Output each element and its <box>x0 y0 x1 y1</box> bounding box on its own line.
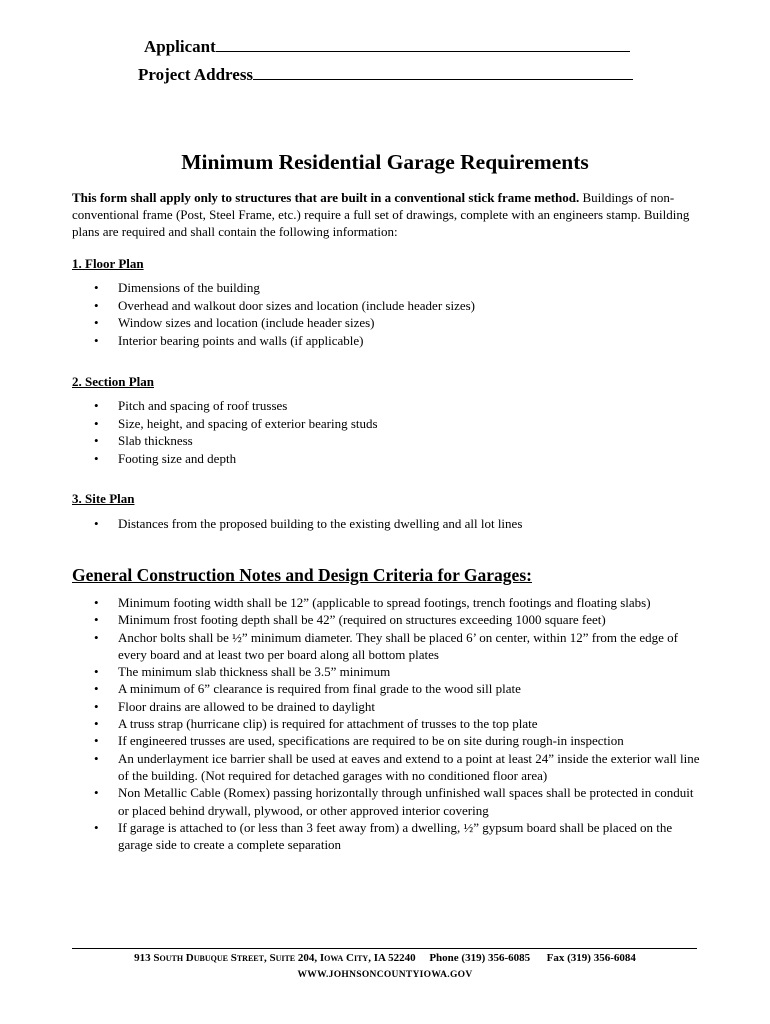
project-address-label: Project Address <box>138 65 254 84</box>
applicant-line[interactable] <box>216 36 630 52</box>
list-item: • Floor drains are allowed to be drained to daylight <box>72 698 702 715</box>
general-notes-list <box>72 594 702 853</box>
list-item: • Anchor bolts shall be ½” minimum diameter. They shall be placed 6’ on center, within 12” from the edge of every board and at least two per board along all bottom plates <box>72 629 702 664</box>
list-item: • Window sizes and location (include header sizes) <box>72 314 702 332</box>
list-item: • Non Metallic Cable (Romex) passing horizontally through unfinished wall spaces shall be protected in conduit or placed behind drywall, plywood, or other approved interior covering <box>72 784 702 819</box>
footer-divider <box>72 948 697 949</box>
project-address-line[interactable] <box>253 64 633 80</box>
list-item: • A truss strap (hurricane clip) is required for attachment of trusses to the top plate <box>72 715 702 732</box>
floor-plan-list <box>72 279 702 349</box>
list-item: • Slab thickness <box>72 432 702 450</box>
intro-rest: Buildings of non-conventional frame (Post, Steel Frame, etc.) require a full set of drawings, complete with an engineers stamp. Building plans are required and shall contain the following information: <box>72 190 690 239</box>
list-item: • Dimensions of the building <box>72 279 702 297</box>
applicant-label: Applicant <box>144 37 216 56</box>
list-item: • Size, height, and spacing of exterior bearing studs <box>72 415 702 433</box>
section-heading-floor-plan: 1. Floor Plan <box>72 256 144 271</box>
project-address-field[interactable] <box>138 64 633 85</box>
list-item: • Overhead and walkout door sizes and location (include header sizes) <box>72 297 702 315</box>
general-notes-heading: General Construction Notes and Design Criteria for Garages: <box>72 565 532 585</box>
footer-website-link[interactable]: WWW.JOHNSONCOUNTYIOWA.GOV <box>297 970 473 980</box>
footer-contact <box>0 952 770 964</box>
section-plan-list <box>72 397 702 467</box>
list-item: • If garage is attached to (or less than 3 feet away from) a dwelling, ½” gypsum board shall be placed on the garage side to create a complete separation <box>72 819 702 854</box>
list-item: • Pitch and spacing of roof trusses <box>72 397 702 415</box>
list-item: • Minimum footing width shall be 12” (applicable to spread footings, trench footings and floating slabs) <box>72 594 702 611</box>
list-item: • Distances from the proposed building to the existing dwelling and all lot lines <box>72 515 702 533</box>
section-heading-site-plan: 3. Site Plan <box>72 491 135 506</box>
section-heading-section-plan: 2. Section Plan <box>72 374 154 389</box>
applicant-field[interactable] <box>144 36 630 57</box>
site-plan-list <box>72 515 702 533</box>
list-item: • A minimum of 6” clearance is required from final grade to the wood sill plate <box>72 680 702 697</box>
intro-paragraph <box>72 189 697 240</box>
footer-fax: Fax (319) 356-6084 <box>546 952 636 964</box>
list-item: • An underlayment ice barrier shall be used at eaves and extend to a point at least 24” inside the exterior wall line of the building. (Not required for detached garages with no conditioned floor area) <box>72 750 702 785</box>
list-item: • Interior bearing points and walls (if applicable) <box>72 332 702 350</box>
footer-phone: Phone (319) 356-6085 <box>429 952 531 964</box>
list-item: • Minimum frost footing depth shall be 42” (required on structures exceeding 1000 square feet) <box>72 611 702 628</box>
list-item: • The minimum slab thickness shall be 3.5” minimum <box>72 663 702 680</box>
footer-address: 913 South Dubuque Street, Suite 204, Iowa City, IA 52240 <box>134 952 416 964</box>
intro-bold: This form shall apply only to structures that are built in a conventional stick frame method. <box>72 190 580 205</box>
list-item: • Footing size and depth <box>72 450 702 468</box>
list-item: • If engineered trusses are used, specifications are required to be on site during rough-in inspection <box>72 732 702 749</box>
page-title: Minimum Residential Garage Requirements <box>181 150 589 174</box>
